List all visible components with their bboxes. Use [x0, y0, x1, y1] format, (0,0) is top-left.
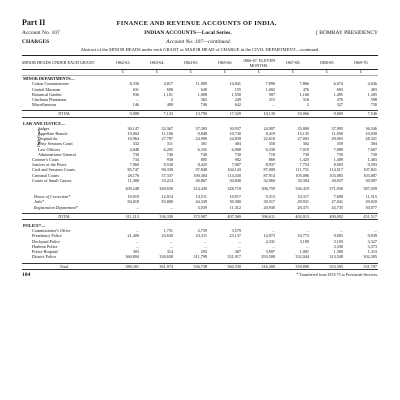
row-value: 10,066 [276, 111, 310, 117]
row-value: 87,914 [263, 172, 275, 178]
row-value: 23,630 [161, 233, 173, 239]
row-value: 332,044 [295, 254, 309, 260]
row-value: 1,751 [163, 228, 173, 234]
row-value: 87,000 [263, 167, 275, 173]
row-value: ... [135, 238, 139, 244]
row-label: Coroner's Court [32, 157, 59, 163]
row-value: 12,014 [161, 194, 173, 200]
row-value: 642 [234, 102, 241, 108]
row-value: 209,248 [125, 186, 139, 192]
row-value: 6,074 [333, 81, 343, 87]
row-value: 404 [234, 141, 241, 147]
row-value: 6,968 [231, 146, 241, 152]
row-value: 43,735 [331, 204, 343, 210]
row-value: ... [271, 228, 275, 234]
row-value: 30,300 [229, 199, 241, 205]
row-value: 11,515 [365, 194, 377, 200]
row-value: 1,008 [197, 91, 207, 97]
row-value: 84,018 [127, 199, 139, 205]
column-header-year: 1865-66. [208, 56, 242, 70]
row-value: 730 [302, 151, 309, 157]
row-value: 20,371 [297, 204, 309, 210]
row-value: 4,817 [163, 81, 173, 87]
row-label: Botanical Garden [32, 91, 62, 97]
row-value: 111,731 [295, 167, 309, 173]
row-value: 7,607 [367, 146, 377, 152]
row-value: 30,304 [297, 177, 309, 183]
row-value: 17,329 [208, 111, 242, 117]
row-value: 10,773 [297, 233, 309, 239]
row-value: ... [135, 204, 139, 210]
column-header-heads: MINOR HEADS UNDER EACH GRANT. [22, 56, 106, 70]
row-value: 387,039 [363, 186, 377, 192]
row-label: Original do. [38, 136, 59, 142]
row-value: 3,039 [197, 204, 207, 210]
row-value: ... [169, 204, 173, 210]
row-value: ... [237, 243, 241, 249]
row-value: 7,089 [333, 146, 343, 152]
row-value: 746 [200, 102, 207, 108]
page-number: 104 [22, 271, 31, 278]
row-label: POLICE*— [23, 223, 46, 229]
row-value: 4,636 [367, 81, 377, 87]
row-value: 36,546 [365, 125, 377, 131]
row-value: 8,425 [197, 162, 207, 168]
row-label: Harbour Police [32, 243, 58, 249]
column-header-year: 1863-64. [140, 56, 174, 70]
row-value: 7,690 [333, 194, 343, 200]
row-value: 7,060 [129, 162, 139, 168]
accounts-table [22, 55, 378, 270]
row-value: 1,409 [333, 157, 343, 163]
row-value: £ [208, 70, 242, 76]
row-value: 3,330 [333, 243, 343, 249]
row-label: Presidency Police [32, 233, 62, 239]
row-value: 315 [268, 97, 275, 103]
row-value: 6,205 [163, 146, 173, 152]
row-value: 3,907 [265, 249, 275, 255]
row-value: 10,730 [229, 131, 241, 137]
row-label: Central Museum [32, 86, 61, 92]
row-value: 10,917 [229, 194, 241, 200]
row-value: 598 [370, 97, 377, 103]
row-value: 373,907 [174, 213, 208, 219]
row-value: 734 [132, 157, 139, 163]
row-value: £ [106, 70, 140, 76]
row-value: 360,804 [125, 254, 139, 260]
row-value: 350 [336, 141, 343, 147]
total-row [22, 263, 378, 269]
row-value: 24,900 [195, 136, 207, 142]
row-label: Appellate Branch [38, 131, 68, 137]
row-label: LAW AND JUSTICE— [23, 120, 66, 126]
row-value: 403 [370, 86, 377, 92]
row-value: ... [373, 228, 377, 234]
row-value: 332 [132, 141, 139, 147]
row-value: ... [169, 243, 173, 249]
table-header-row [22, 56, 378, 70]
row-value: 114,330 [227, 172, 241, 178]
row-label: Administrator General [38, 151, 76, 157]
row-value: 10,964 [127, 136, 139, 142]
row-value: 3,327 [367, 238, 377, 244]
row-value: 400,092 [310, 213, 344, 219]
row-value: 907 [268, 91, 275, 97]
row-value: 476 [302, 86, 309, 92]
row-value: 2,759 [197, 228, 207, 234]
row-value: 15,135 [297, 131, 309, 137]
row-value: 10,030 [365, 131, 377, 137]
row-value: 3,579 [231, 228, 241, 234]
row-value: £ [242, 70, 276, 76]
row-value: 331,917 [227, 254, 241, 260]
row-value: 303 [132, 249, 139, 255]
row-value: 451,517 [344, 213, 378, 219]
row-value: 336,738 [174, 263, 208, 269]
footnote: * Transferred from 1874-75 to Provincial Services. [296, 271, 378, 277]
row-value: 1,403 [367, 157, 377, 163]
row-value: 371,030 [329, 186, 343, 192]
row-label: Dockyard Police [32, 238, 61, 244]
row-label: Cotton Commissioner [32, 81, 69, 87]
row-value: 693 [336, 86, 343, 92]
row-value: 1,166 [299, 91, 309, 97]
row-value: 302,305 [363, 254, 377, 260]
row-value: 331,707 [344, 263, 378, 269]
column-header-year: 1869-70. [344, 56, 378, 70]
account-continued: Account No. 107—continued. [166, 39, 231, 45]
row-value: 105,086 [295, 172, 309, 178]
row-value: 936 [132, 91, 139, 97]
row-value: 730 [336, 151, 343, 157]
row-value: 11,312 [229, 204, 241, 210]
row-value: 97,848 [195, 167, 207, 173]
row-value: £ [310, 70, 344, 76]
row-value: 8,937 [265, 162, 275, 168]
row-value: 293,500 [261, 254, 275, 260]
presidency-label: [ BOMBAY PRESIDENCY [316, 30, 378, 36]
row-value: 1,300 [333, 249, 343, 255]
row-value: 4,848 [129, 146, 139, 152]
row-value: £ [276, 70, 310, 76]
row-value: £ [344, 70, 378, 76]
account-series: INDIAN ACCOUNTS—Local Series. [144, 30, 232, 36]
charges-line [22, 39, 378, 45]
row-value: 37,393 [195, 125, 207, 131]
row-value: 114,517 [329, 167, 343, 173]
row-value: 11,380 [127, 177, 139, 183]
row-value: 730 [132, 151, 139, 157]
row-value: 9,313 [265, 194, 275, 200]
row-value: 11,050 [331, 131, 343, 137]
row-value: 902 [234, 157, 241, 163]
row-value: 6,330 [265, 146, 275, 152]
row-value: 3,373 [367, 243, 377, 249]
row-value: 28,321 [365, 136, 377, 142]
row-value: 30,867 [195, 177, 207, 183]
row-value: 260,650 [159, 186, 173, 192]
row-value: 718 [268, 151, 275, 157]
row-value: 30,037 [331, 177, 343, 183]
row-label: Petty Sessions Court [38, 141, 73, 147]
row-value: 3,103 [333, 238, 343, 244]
row-value: ... [169, 238, 173, 244]
row-value: 11,106 [161, 131, 173, 137]
row-value: 316 [302, 97, 309, 103]
part-label: Part II [22, 18, 46, 27]
row-value: 10,139 [242, 111, 276, 117]
row-label: District Police [32, 254, 57, 260]
row-value: 10,214 [161, 177, 173, 183]
row-value: 4,331 [265, 238, 275, 244]
row-value: 361,974 [140, 263, 174, 269]
row-value: 7,019 [299, 146, 309, 152]
column-header-year: 1868-69. [310, 56, 344, 70]
row-value: 104,143 [227, 167, 241, 173]
row-label: House of Correction* [34, 194, 71, 200]
row-value: 35,000 [297, 125, 309, 131]
row-value: 313,549 [329, 254, 343, 260]
row-value: 1,550 [231, 91, 241, 97]
row-value: 360,330 [208, 263, 242, 269]
page-header [22, 18, 378, 27]
row-value: 8,330 [129, 81, 139, 87]
row-value: 730 [234, 151, 241, 157]
account-line [22, 30, 378, 36]
row-value: 229 [234, 97, 241, 103]
row-value: 27,787 [161, 136, 173, 142]
row-value: 155 [234, 86, 241, 92]
row-value: 30,840 [229, 177, 241, 183]
row-value: 7,866 [299, 81, 309, 87]
account-number: Account No. 107 [22, 30, 60, 36]
row-value: 21,400 [127, 233, 139, 239]
row-value: 869 [268, 157, 275, 163]
row-value: 350,890 [276, 263, 310, 269]
row-value: 730 [370, 151, 377, 157]
row-value: 2 [170, 97, 173, 103]
row-value: 396,611 [242, 213, 276, 219]
row-value: 32,367 [161, 125, 173, 131]
row-value: 380,301 [106, 263, 140, 269]
row-value: 336,330 [140, 213, 174, 219]
row-value: 30,907 [365, 177, 377, 183]
row-value: 146 [132, 102, 139, 108]
row-value: 23,137 [229, 233, 241, 239]
row-value: 307 [234, 249, 241, 255]
row-value: ... [135, 243, 139, 249]
row-value: 10,004 [127, 131, 139, 137]
row-value: 30,517 [263, 199, 275, 205]
row-value: 27,003 [297, 136, 309, 142]
row-value: 316,300 [242, 263, 276, 269]
row-label: Registration Department* [34, 204, 78, 210]
row-value: 14,973 [263, 233, 275, 239]
row-value: 37,337 [161, 172, 173, 178]
row-value: 23,311 [195, 233, 207, 239]
row-value: 6,335 [197, 146, 207, 152]
row-value: 314 [166, 249, 173, 255]
row-label: Total [22, 263, 106, 269]
row-value: 649 [200, 86, 207, 92]
row-value: 9,069 [310, 111, 344, 117]
row-value: 304 [370, 141, 377, 147]
row-value: 10,317 [297, 194, 309, 200]
row-label: Judges [38, 125, 50, 131]
row-value: 740 [200, 151, 207, 157]
row-value: 30,077 [365, 204, 377, 210]
row-value: 27,041 [331, 199, 343, 205]
row-value: 103,087 [363, 172, 377, 178]
row-label: Law Officers [38, 146, 61, 152]
row-value: 306,759 [261, 186, 275, 192]
row-value: 24,839 [229, 136, 241, 142]
row-value: 293 [200, 249, 207, 255]
row-value: 90,339 [161, 167, 173, 173]
row-value: ... [203, 238, 207, 244]
row-value: 30,937 [229, 125, 241, 131]
row-value: ... [237, 238, 241, 244]
row-value: 14,511 [195, 194, 207, 200]
row-value: 1,101 [163, 91, 173, 97]
row-label: MINOR DEPARTMENTS— [23, 76, 75, 82]
row-value: 730 [370, 102, 377, 108]
row-value: 301 [200, 141, 207, 147]
row-value: 13,790 [174, 111, 208, 117]
row-value: 402,013 [276, 213, 310, 219]
row-value: 350 [268, 141, 275, 147]
row-value: 1,305 [367, 91, 377, 97]
row-value: 7,133 [140, 111, 174, 117]
row-value: 1,495 [333, 91, 343, 97]
row-value: 7,754 [299, 162, 309, 168]
row-value: 1,002 [265, 86, 275, 92]
row-value: ... [305, 243, 309, 249]
row-value: 28,176 [127, 172, 139, 178]
row-label: Jails* [34, 199, 45, 205]
page-footer [22, 272, 378, 278]
row-value: 107,821 [363, 167, 377, 173]
row-value: 24,907 [263, 125, 275, 131]
row-value: 20,010 [365, 199, 377, 205]
row-value: 311,213 [106, 213, 140, 219]
row-value: 631 [132, 86, 139, 92]
row-label: Civil and Sessions Courts [32, 167, 76, 173]
row-value: 302 [302, 141, 309, 147]
row-value: ... [135, 97, 139, 103]
row-value: 103,083 [329, 172, 343, 178]
row-value: 328,719 [227, 186, 241, 192]
table-body [22, 70, 378, 270]
row-value: 1,425 [299, 157, 309, 163]
row-value: 407,369 [208, 213, 242, 219]
row-value: 333,393 [310, 263, 344, 269]
row-value: 336,419 [295, 186, 309, 192]
row-value: 29,003 [331, 136, 343, 142]
row-value: 7,907 [231, 162, 241, 168]
row-value: 740 [166, 151, 173, 157]
row-value: 409 [166, 102, 173, 108]
abstract-heading: Abstract of the MINOR HEADS under each GRANT or MAJOR HEAD of CHARGE in the CIVIL DEPARTMENT—continued. [80, 47, 320, 52]
row-value: 20,930 [263, 204, 275, 210]
row-value: 1,001 [299, 249, 309, 255]
row-value: 22,610 [263, 136, 275, 142]
column-header-year: 1862-63. [106, 56, 140, 70]
row-label: Criminal Courts [32, 172, 60, 178]
row-value: 2 [306, 102, 309, 108]
row-value: 9,393 [367, 162, 377, 168]
page-title: FINANCE AND REVENUE ACCOUNTS OF INDIA. [116, 20, 277, 27]
row-value: £ [140, 70, 174, 76]
row-value: ... [271, 102, 275, 108]
high-court-vertical-label: High Court. [36, 127, 41, 147]
row-label: Miscellaneous [32, 102, 57, 108]
row-value: 7,546 [344, 111, 378, 117]
row-value: 30,147 [127, 125, 139, 131]
row-value: 85,747 [127, 167, 139, 173]
row-value: ... [135, 228, 139, 234]
row-value: 930 [166, 157, 173, 163]
row-value: 7,890 [265, 81, 275, 87]
row-value: 14,841 [229, 81, 241, 87]
row-value: 805 [200, 157, 207, 163]
row-value: ... [305, 228, 309, 234]
column-header-year: 1866-67. ELEVEN MONTHS. [242, 57, 276, 68]
row-value: 327 [336, 102, 343, 108]
row-value: 1,313 [367, 249, 377, 255]
row-value: 9,088 [106, 111, 140, 117]
row-value: 9,003 [333, 233, 343, 239]
row-value: 476 [336, 97, 343, 103]
row-value: 83,800 [161, 199, 173, 205]
row-label: Commissioner's Office [32, 228, 71, 234]
row-value: ... [271, 243, 275, 249]
row-value: 100,304 [193, 172, 207, 178]
row-value: 311 [166, 141, 173, 147]
row-value: 8,530 [163, 162, 173, 168]
row-value: 8,419 [265, 131, 275, 137]
row-value: 3,190 [299, 238, 309, 244]
row-value: 9,039 [367, 233, 377, 239]
row-value: 44,339 [195, 199, 207, 205]
row-value: 8,003 [333, 162, 343, 168]
row-label: Courts of Small Causes [32, 177, 72, 183]
row-value: 19,019 [127, 194, 139, 200]
row-value: 330,638 [159, 254, 173, 260]
row-value: 32,060 [263, 177, 275, 183]
row-value: 690 [166, 86, 173, 92]
row-value: 37,995 [331, 125, 343, 131]
row-value: 311,799 [193, 254, 207, 260]
row-value: 314,430 [193, 186, 207, 192]
row-value: 11,089 [195, 81, 207, 87]
row-value: ... [339, 228, 343, 234]
row-label: Police Hospital [32, 249, 58, 255]
row-value: 302 [200, 97, 207, 103]
row-label: TOTAL [22, 213, 106, 219]
column-header-year: 1867-68. [276, 56, 310, 70]
row-value: 9,848 [197, 131, 207, 137]
row-value: 49,931 [297, 199, 309, 205]
column-header-year: 1864-65. [174, 56, 208, 70]
charges-label: CHARGES [22, 39, 50, 45]
row-label: TOTAL [22, 111, 106, 117]
row-value: ... [203, 243, 207, 249]
row-value: £ [174, 70, 208, 76]
row-label: Justices of the Peace [32, 162, 67, 168]
row-label: Cinchona Plantation [32, 97, 67, 103]
